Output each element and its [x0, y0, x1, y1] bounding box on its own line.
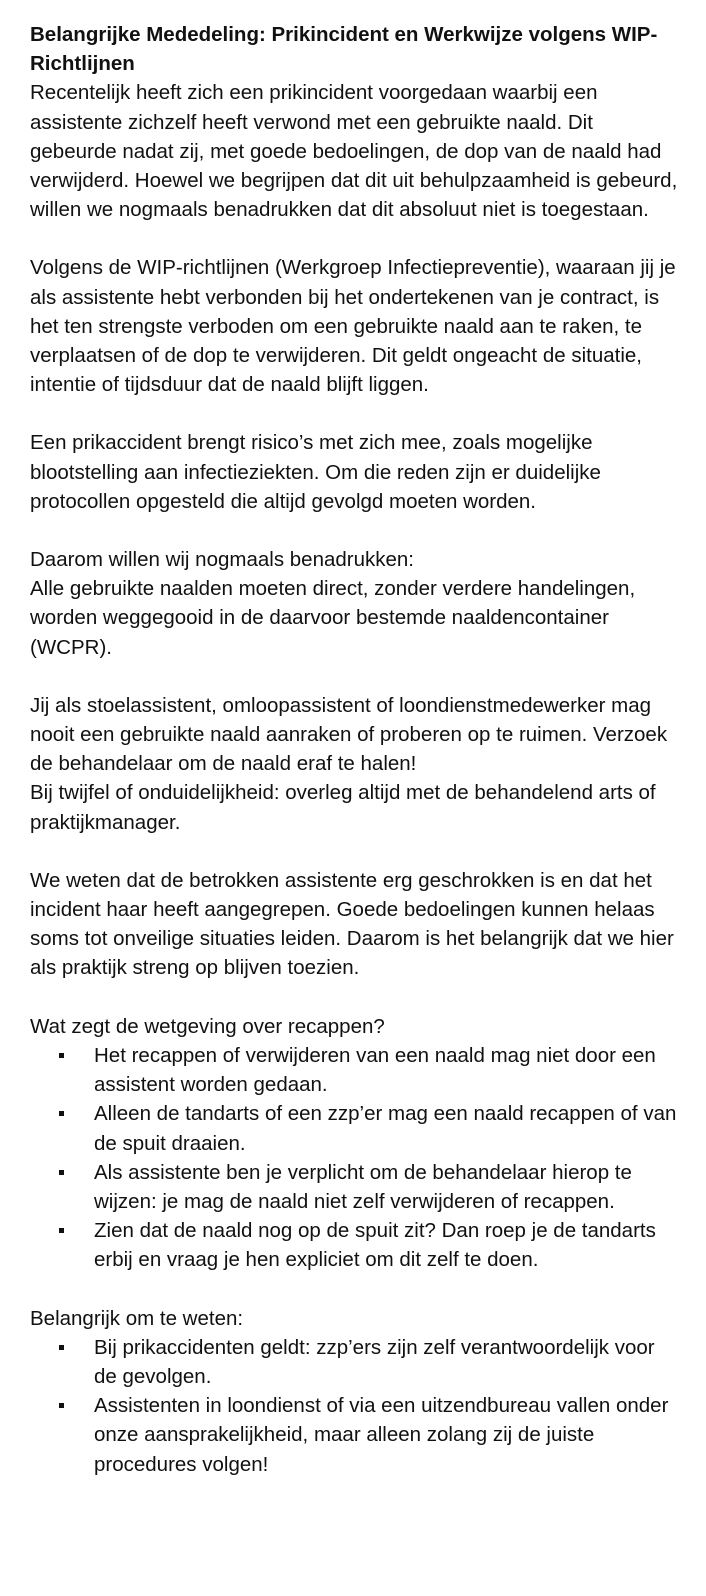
list-item — [94, 1099, 680, 1157]
square-bullet-icon — [59, 1053, 64, 1058]
list-item — [94, 1333, 680, 1391]
list-item-text: Bij prikaccidenten geldt: zzp’ers zijn zelf verantwoordelijk voor de gevolgen. — [94, 1335, 655, 1388]
list-item-text: Alleen de tandarts of een zzp’er mag een naald recappen of van de spuit draaien. — [94, 1102, 677, 1155]
risk-paragraph: Een prikaccident brengt risico’s met zich mee, zoals mogelijke blootstelling aan infectieziekten. Om die reden zijn er duidelijke protocollen opgesteld die altijd gevolgd moeten worden. — [30, 431, 601, 513]
paragraph-spacer — [30, 983, 680, 1012]
staff-paragraph: Jij als stoelassistent, omloopassistent of loondienstmedewerker mag nooit een gebruikte naald aanraken of proberen op te ruimen. Verzoek de behandelaar om de naald eraf te halen! — [30, 693, 668, 776]
square-bullet-icon — [59, 1111, 64, 1116]
closing-paragraph: We weten dat de betrokken assistente erg geschrokken is en dat het incident haar heeft aangegrepen. Goede bedoelingen kunnen helaas soms tot onveilige situaties leiden. Daarom is het belangrijk dat we hier als praktijk streng op blijven toezien. — [30, 868, 674, 980]
paragraph-spacer — [30, 1275, 680, 1304]
square-bullet-icon — [59, 1345, 64, 1350]
important-heading: Belangrijk om te weten: — [30, 1306, 244, 1330]
list-item-text: Assistenten in loondienst of via een uitzendbureau vallen onder onze aansprakelijkheid, maar alleen zolang zij de juiste procedures volgen! — [94, 1394, 669, 1476]
square-bullet-icon — [59, 1170, 64, 1175]
square-bullet-icon — [59, 1228, 64, 1233]
square-bullet-icon — [59, 1403, 64, 1408]
list-item — [94, 1216, 680, 1274]
list-item-text: Het recappen of verwijderen van een naald mag niet door een assistent worden gedaan. — [94, 1043, 656, 1097]
paragraph-spacer — [30, 662, 680, 691]
list-item-text: Zien dat de naald nog op de spuit zit? Dan roep je de tandarts erbij en vraag je hen expliciet om dit zelf te doen. — [94, 1219, 656, 1272]
disposal-paragraph: Alle gebruikte naalden moeten direct, zonder verdere handelingen, worden weggegooid in de daarvoor bestemde naaldencontainer (WCPR). — [30, 577, 636, 659]
wip-guidelines-paragraph: Volgens de WIP-richtlijnen (Werkgroep Infectiepreventie), waaraan jij je als assistente hebt verbonden bij het ondertekenen van je contract, is het ten strengste verboden om een gebruikte naald aan te raken, te verplaatsen of de dop te verwijderen. Dit geldt ongeacht de situatie, intentie of tijdsduur dat de naald blijft liggen. — [30, 256, 676, 397]
document-title: Belangrijke Mededeling: Prikincident en Werkwijze volgens WIP-Richtlijnen — [30, 23, 658, 76]
emphasis-line: Daarom willen wij nogmaals benadrukken: — [30, 548, 414, 572]
paragraph-spacer — [30, 399, 680, 428]
important-list — [30, 1333, 680, 1479]
list-item-text: Als assistente ben je verplicht om de behandelaar hierop te wijzen: je mag de naald niet zelf verwijderen of recappen. — [94, 1160, 632, 1213]
paragraph-spacer — [30, 516, 680, 545]
list-item — [94, 1158, 680, 1216]
intro-paragraph: Recentelijk heeft zich een prikincident voorgedaan waarbij een assistente zichzelf heeft verwond met een gebruikte naald. Dit gebeurde nadat zij, met goede bedoelingen, de dop van de naald had verwijderd. Hoewel we begrijpen dat dit uit behulpzaamheid is gebeurd, willen we nogmaals benadrukken dat dit absoluut niet is toegestaan. — [30, 81, 678, 222]
list-item — [94, 1041, 680, 1099]
list-item — [94, 1391, 680, 1479]
paragraph-spacer — [30, 224, 680, 253]
doubt-paragraph: Bij twijfel of onduidelijkheid: overleg altijd met de behandelend arts of praktijkmanager. — [30, 781, 656, 834]
law-list — [30, 1041, 680, 1275]
paragraph-spacer — [30, 837, 680, 866]
law-heading: Wat zegt de wetgeving over recappen? — [30, 1014, 385, 1038]
